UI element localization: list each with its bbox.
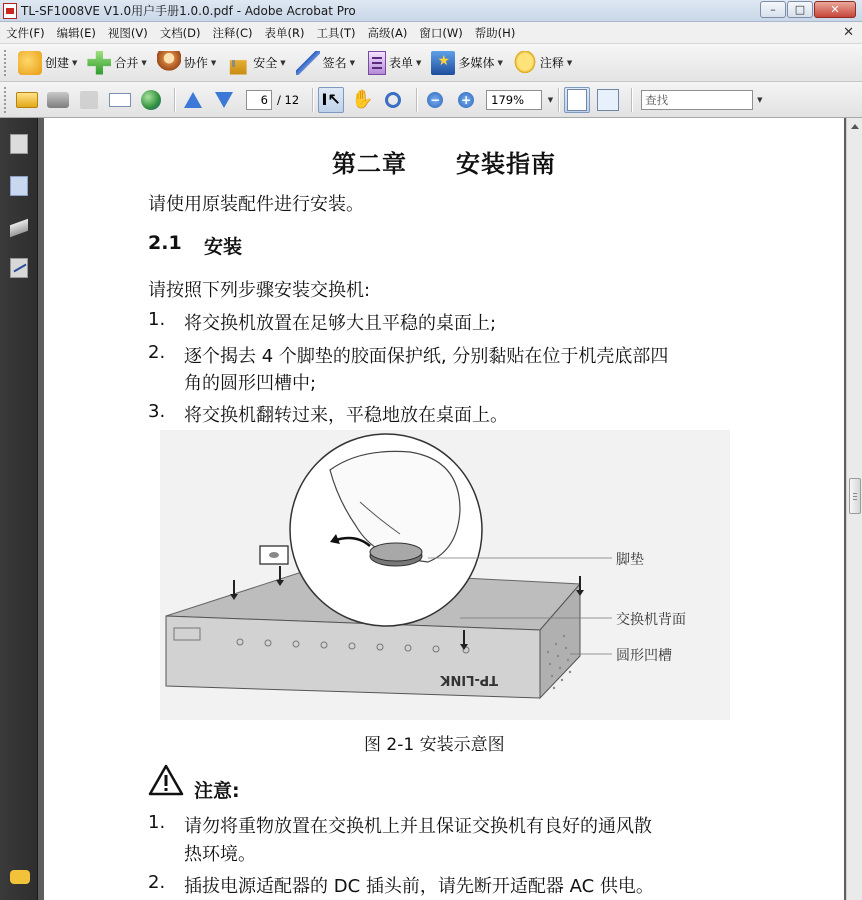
toolbar-separator — [416, 88, 417, 112]
toolbar-separator — [312, 88, 313, 112]
zoom-in-icon: + — [458, 92, 474, 108]
folder-icon — [16, 92, 38, 108]
vertical-scrollbar[interactable] — [846, 118, 862, 900]
step-text: 角的圆形凹槽中; — [184, 373, 317, 394]
toolbar-grip[interactable] — [4, 50, 8, 76]
combine-icon — [87, 51, 111, 75]
collaborate-label: 协作 — [183, 56, 208, 70]
dropdown-arrow-icon: ▼ — [280, 58, 286, 67]
toolbar-separator — [558, 88, 559, 112]
hand-icon: ✋ — [350, 89, 374, 110]
step-number: 2. — [148, 342, 166, 363]
note-text: 插拔电源适配器的 DC 插头前，请先断开适配器 AC 供电。 — [184, 876, 654, 897]
intro-text: 请使用原装配件进行安装。 — [148, 194, 364, 215]
close-button[interactable]: ✕ — [814, 1, 856, 18]
marquee-zoom-button[interactable] — [380, 87, 406, 113]
collaborate-button[interactable] — [153, 48, 222, 78]
step-text: 将交换机翻转过来，平稳地放在桌面上。 — [184, 405, 508, 426]
document-close-icon[interactable]: ✕ — [843, 25, 854, 40]
note-text: 请勿将重物放置在交换机上并且保证交换机有良好的通风散 — [184, 816, 652, 837]
document-viewport[interactable] — [38, 118, 846, 900]
toolbar-separator — [174, 88, 175, 112]
lock-icon — [226, 51, 250, 75]
note-text: 热环境。 — [184, 844, 256, 865]
signatures-icon[interactable] — [10, 258, 28, 278]
page-total: / 12 — [277, 92, 300, 107]
menu-document[interactable]: 文档(D) — [159, 25, 201, 40]
create-icon — [18, 51, 42, 75]
dropdown-arrow-icon: ▼ — [497, 58, 503, 67]
callout-round-groove: 圆形凹槽 — [616, 648, 672, 664]
forms-label: 表单 — [389, 56, 414, 70]
create-label: 创建 — [45, 56, 70, 70]
scrollbar-thumb[interactable] — [849, 478, 861, 514]
note-number: 2. — [148, 872, 166, 893]
navigation-panel — [0, 118, 38, 900]
menu-file[interactable]: 文件(F) — [6, 25, 45, 40]
attachments-icon[interactable] — [10, 176, 28, 196]
warning-icon — [148, 764, 184, 796]
tasks-toolbar — [0, 44, 862, 82]
scroll-up-icon[interactable] — [851, 124, 859, 129]
installation-figure — [160, 430, 730, 726]
menu-comments[interactable]: 注释(C) — [212, 25, 253, 40]
comment-button[interactable] — [509, 48, 578, 78]
multimedia-label: 多媒体 — [458, 56, 495, 70]
open-button[interactable] — [14, 87, 40, 113]
arrow-up-icon — [184, 92, 202, 108]
step-number: 3. — [148, 401, 166, 422]
secure-label: 安全 — [253, 56, 278, 70]
toolbar-grip[interactable] — [4, 87, 8, 113]
zoom-in-button[interactable] — [453, 87, 479, 113]
menu-view[interactable]: 视图(V) — [107, 25, 148, 40]
foot-pad-mini — [269, 552, 279, 558]
comment-icon — [513, 51, 537, 75]
multimedia-button[interactable] — [427, 48, 508, 78]
zoom-out-button[interactable] — [422, 87, 448, 113]
dropdown-arrow-icon: ▼ — [210, 58, 217, 67]
collaborate-icon — [157, 51, 181, 75]
page-number-input[interactable]: 6 — [246, 90, 272, 110]
layers-icon[interactable] — [10, 219, 28, 238]
forms-icon — [368, 51, 386, 75]
sign-label: 签名 — [322, 56, 347, 70]
combine-label: 合并 — [114, 56, 139, 70]
callout-foot-pad: 脚垫 — [616, 552, 644, 568]
pdf-page — [44, 118, 844, 900]
pages-icon[interactable] — [10, 134, 28, 154]
save-button[interactable] — [76, 87, 102, 113]
find-input[interactable]: 查找 — [641, 90, 753, 110]
chapter-number: 第二章 — [332, 150, 407, 178]
zoom-out-icon: − — [427, 92, 443, 108]
fit-width-button[interactable] — [595, 87, 621, 113]
section-number: 2.1 — [148, 232, 182, 254]
dropdown-arrow-icon: ▼ — [141, 58, 147, 67]
arrow-down-icon — [215, 92, 233, 108]
fit-width-icon — [597, 89, 619, 111]
menu-bar — [0, 22, 862, 44]
step-text: 逐个揭去 4 个脚垫的胶面保护纸, 分别黏贴在位于机壳底部四 — [184, 346, 669, 367]
steps-intro: 请按照下列步骤安装交换机: — [148, 280, 371, 301]
secure-button[interactable] — [222, 48, 291, 78]
menu-edit[interactable]: 编辑(E) — [56, 25, 96, 40]
minimize-button[interactable]: – — [760, 1, 786, 18]
chevron-down-icon[interactable]: ▼ — [757, 95, 763, 104]
floppy-disk-icon — [80, 91, 98, 109]
select-tool-button[interactable] — [318, 87, 344, 113]
callout-switch-back: 交换机背面 — [616, 612, 686, 628]
dropdown-arrow-icon: ▼ — [349, 58, 356, 67]
note-title: 注意: — [194, 780, 240, 802]
window-controls — [760, 1, 856, 18]
note-number: 1. — [148, 812, 166, 833]
step-text: 将交换机放置在足够大且平稳的桌面上; — [184, 313, 497, 334]
chapter-name: 安装指南 — [456, 150, 556, 178]
menu-advanced[interactable]: 高级(A) — [367, 25, 408, 40]
globe-icon — [141, 90, 161, 110]
envelope-icon — [109, 93, 131, 107]
sign-button[interactable] — [292, 48, 361, 78]
pdf-icon — [3, 3, 17, 19]
print-button[interactable] — [45, 87, 71, 113]
foot-pad-top — [370, 543, 422, 561]
email-button[interactable] — [107, 87, 133, 113]
fit-page-button[interactable] — [564, 87, 590, 113]
file-toolbar — [0, 82, 862, 118]
window-title: TL-SF1008VE V1.0用户手册1.0.0.pdf - Adobe Acrobat Pro — [21, 4, 356, 18]
title-bar — [0, 0, 862, 22]
upload-button[interactable] — [138, 87, 164, 113]
forms-button[interactable] — [361, 48, 427, 78]
chevron-down-icon[interactable]: ▼ — [547, 95, 554, 104]
comment-label: 注释 — [539, 56, 564, 70]
create-button[interactable] — [14, 48, 83, 78]
fit-page-icon — [567, 89, 587, 111]
pen-icon — [296, 51, 320, 75]
dropdown-arrow-icon: ▼ — [416, 58, 422, 67]
section-title: 安装 — [204, 236, 243, 258]
menu-forms[interactable]: 表单(R) — [264, 25, 305, 40]
comments-icon[interactable] — [10, 870, 30, 884]
step-number: 1. — [148, 309, 166, 330]
menu-window[interactable]: 窗口(W) — [419, 25, 463, 40]
hand-tool-button[interactable] — [349, 87, 375, 113]
dropdown-arrow-icon: ▼ — [72, 58, 78, 67]
dropdown-arrow-icon: ▼ — [566, 58, 573, 67]
previous-page-button[interactable] — [180, 87, 206, 113]
zoom-level-value: 179% — [491, 92, 525, 107]
figure-caption: 图 2-1 安装示意图 — [364, 735, 505, 755]
menu-tools[interactable]: 工具(T) — [316, 25, 356, 40]
magnifier-icon — [385, 92, 401, 108]
toolbar-separator — [631, 88, 632, 112]
multimedia-icon — [431, 51, 455, 75]
printer-icon — [47, 92, 69, 108]
brand-logo: TP-LINK — [440, 672, 498, 687]
next-page-button[interactable] — [211, 87, 237, 113]
maximize-button[interactable]: □ — [787, 1, 813, 18]
text-cursor-icon: I↖ — [321, 90, 341, 109]
zoom-level-select[interactable] — [486, 90, 554, 110]
combine-button[interactable] — [83, 48, 152, 78]
menu-help[interactable]: 帮助(H) — [474, 25, 516, 40]
